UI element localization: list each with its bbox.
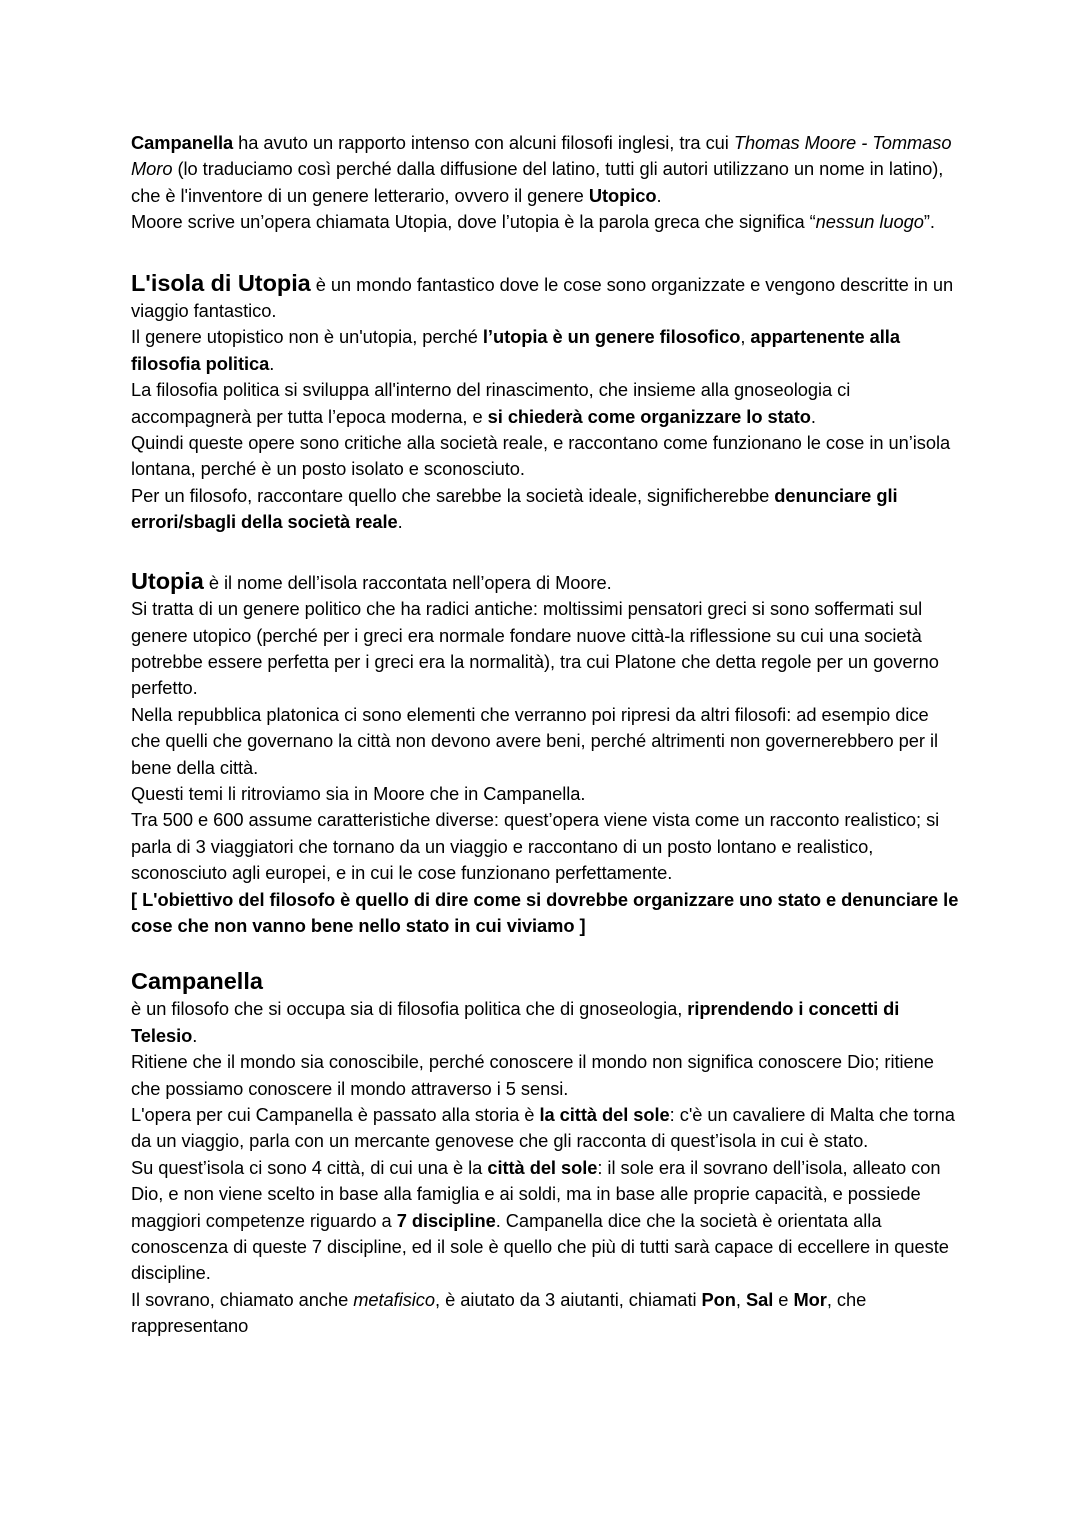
campanella-paragraph	[131, 996, 961, 1049]
obiettivo-paragraph	[131, 887, 961, 940]
moore-paragraph	[131, 209, 961, 235]
intro-paragraph	[131, 130, 961, 209]
sovrano-text: Il sovrano, chiamato anche	[131, 1288, 354, 1310]
genere-period: .	[269, 352, 275, 374]
conoscibile-paragraph: Ritiene che il mondo sia conoscibile, perché conoscere il mondo non significa conoscere Dio; ritiene che possiamo conoscere il mondo attraverso i 5 sensi.	[131, 1051, 934, 1099]
opera-bold: la città del sole	[539, 1104, 670, 1125]
genere-bold-2: appartenente alla filosofia politica	[131, 326, 900, 374]
opera-paragraph	[131, 1102, 961, 1155]
term-sal: Sal	[745, 1288, 774, 1310]
utopia-paragraph	[131, 568, 961, 596]
genere-bold-1: l’utopia è un genere filosofico	[482, 326, 741, 348]
repubblica-paragraph: Nella repubblica platonica ci sono elementi che verranno poi ripresi da altri filosofi: ad esempio dice che quelli che governano la città non devono avere beni, perché altrimenti non governerebbero per il bene della città.	[131, 703, 939, 778]
citta-paragraph	[131, 1155, 961, 1287]
section-heading-isola: L'isola di Utopia	[131, 269, 311, 296]
term-mor: Mor	[793, 1288, 827, 1310]
term-utopico: Utopico	[588, 184, 657, 206]
temi-paragraph: Questi temi li ritroviamo sia in Moore che in Campanella.	[131, 782, 586, 804]
filosofo-paragraph	[131, 483, 961, 536]
intro-text: ha avuto un rapporto intenso con alcuni filosofi inglesi, tra cui	[233, 132, 734, 153]
citta-end: . Campanella dice che la società è orientata alla conoscenza di queste 7 discipline, ed il sole è quello che più di tutti sarà capace di eccellere in queste discipline.	[131, 1209, 949, 1284]
citta-mid: : il sole era il sovrano dell’isola, alleato con Dio, e non viene scelto in base alla famiglia e ai soldi, ma in base alle proprie capacità, e possiede maggiori competenze riguardo a	[131, 1156, 941, 1231]
campanella-bold: riprendendo i concetti di Telesio	[131, 998, 900, 1046]
filosofo-text: Per un filosofo, raccontare quello che sarebbe la società ideale, significherebbe	[131, 484, 775, 506]
sovrano-and: e	[773, 1288, 794, 1310]
sovrano-end: , che rappresentano	[131, 1288, 867, 1337]
caratteristiche-paragraph: Tra 500 e 600 assume caratteristiche diverse: quest’opera viene vista come un racconto realistico; si parla di 3 viaggiatori che tornano da un viaggio e raccontano di un posto lontano e realistico, sconosciuto agli europei, e in cui le cose funzionano perfettamente.	[131, 809, 940, 884]
critiche-paragraph: Quindi queste opere sono critiche alla società reale, e raccontano come funzionano le cose in un’isola lontana, perché è un posto isolato e sconosciuto.	[131, 432, 951, 480]
moore-end: ”.	[923, 211, 935, 233]
campanella-text: è un filosofo che si occupa sia di filosofia politica che di gnoseologia,	[131, 998, 688, 1020]
filosofo-period: .	[397, 511, 403, 533]
intro-period: .	[656, 184, 662, 206]
filosofia-period: .	[810, 405, 816, 427]
citta-bold-1: città del sole	[487, 1156, 598, 1178]
term-pon: Pon	[701, 1288, 736, 1310]
moore-text: Moore scrive un’opera chiamata Utopia, dove l’utopia è la parola greca che significa “	[131, 211, 816, 233]
filosofia-paragraph	[131, 377, 961, 430]
isola-text: è un mondo fantastico dove le cose sono organizzate e vengono descritte in un viaggio fantastico.	[131, 273, 954, 322]
genere-comma: ,	[740, 326, 751, 348]
term-campanella: Campanella	[131, 132, 234, 153]
section-heading-utopia: Utopia	[131, 567, 204, 594]
sovrano-paragraph	[131, 1287, 961, 1340]
isola-paragraph	[131, 270, 961, 325]
citta-text: Su quest’isola ci sono 4 città, di cui una è la	[131, 1156, 488, 1178]
genere-paragraph	[131, 324, 961, 377]
campanella-period: .	[192, 1024, 198, 1046]
opera-text: L'opera per cui Campanella è passato alla storia è	[131, 1104, 540, 1125]
document-page	[131, 130, 961, 1340]
section-heading-campanella: Campanella	[131, 968, 263, 995]
term-nessun-luogo: nessun luogo	[815, 211, 924, 233]
filosofia-text: La filosofia politica si sviluppa all'interno del rinascimento, che insieme alla gnoseologia ci accompagnerà per tutta l’epoca moderna, e	[131, 379, 851, 427]
term-metafisico: metafisico	[353, 1288, 436, 1310]
citta-bold-2: 7 discipline	[396, 1209, 496, 1231]
obiettivo-bold: [ L'obiettivo del filosofo è quello di dire come si dovrebbe organizzare uno stato e denunciare le cose che non vanno bene nello stato in cui viviamo ]	[131, 888, 959, 936]
filosofia-bold: si chiederà come organizzare lo stato	[487, 405, 811, 427]
genere-text: Il genere utopistico non è un'utopia, perché	[131, 326, 483, 348]
sovrano-mid: , è aiutato da 3 aiutanti, chiamati	[435, 1288, 702, 1310]
filosofo-bold: denunciare gli errori/sbagli della società reale	[131, 484, 898, 533]
utopia-text: è il nome dell’isola raccontata nell’opera di Moore.	[203, 571, 612, 593]
intro-text-2: (lo traduciamo così perché dalla diffusione del latino, tutti gli autori utilizzano un nome in latino), che è l'inventore di un genere letterario, ovvero il genere	[131, 158, 944, 206]
opera-end: : c'è un cavaliere di Malta che torna da un viaggio, parla con un mercante genovese che gli racconta di quest’isola in cui è stato.	[131, 1104, 955, 1152]
term-thomas-moore: Thomas Moore - Tommaso Moro	[131, 132, 952, 180]
radici-paragraph: Si tratta di un genere politico che ha radici antiche: moltissimi pensatori greci si sono soffermati sul genere utopico (perché per i greci era normale fondare nuove città-la riflessione su cui una società potrebbe essere perfetta per i greci era la normalità), tra cui Platone che detta regole per un governo perfetto.	[131, 598, 939, 699]
sovrano-comma: ,	[735, 1288, 746, 1310]
